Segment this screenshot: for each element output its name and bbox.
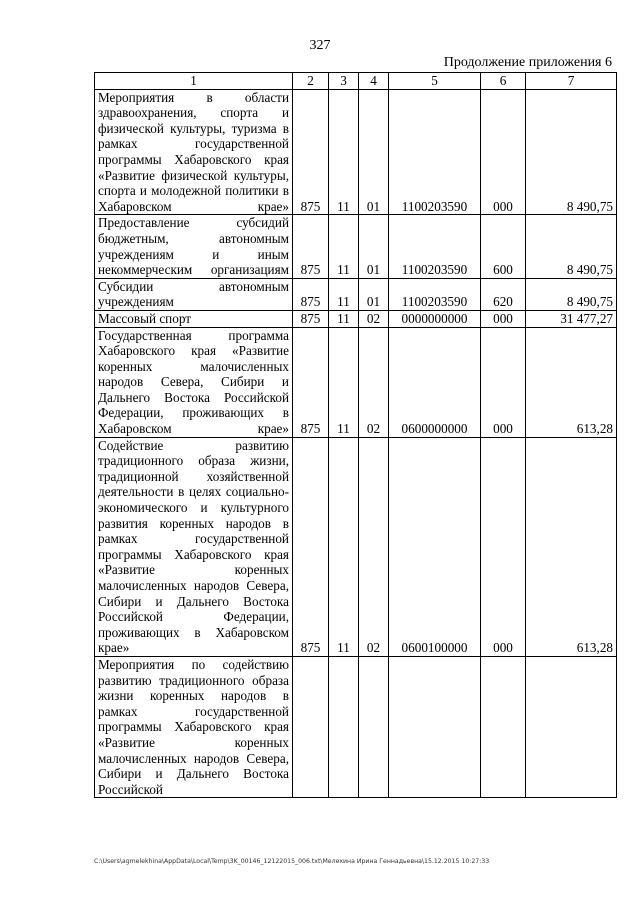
row-rz: 11 — [329, 327, 359, 437]
row-ved — [293, 656, 329, 797]
row-rz: 11 — [329, 310, 359, 327]
row-name: Мероприятия по содействию развитию традиционного образа жизни коренных народов в рамках государственной программы Хабаровского края «Развитие коренных малочисленных народов Севера, Сибири и Дальнего Востока Российской — [95, 656, 293, 797]
row-vr: 000 — [481, 310, 526, 327]
table-row — [95, 310, 617, 327]
row-sum: 8 490,75 — [526, 89, 617, 215]
table-row — [95, 278, 617, 310]
row-ved: 875 — [293, 89, 329, 215]
row-rz: 11 — [329, 278, 359, 310]
table-row — [95, 327, 617, 437]
row-pr: 02 — [359, 310, 389, 327]
header-col-5: 5 — [389, 73, 481, 90]
row-vr: 000 — [481, 327, 526, 437]
header-col-4: 4 — [359, 73, 389, 90]
header-col-1: 1 — [95, 73, 293, 90]
row-rz: 11 — [329, 215, 359, 278]
row-vr: 600 — [481, 215, 526, 278]
row-pr: 01 — [359, 278, 389, 310]
header-col-3: 3 — [329, 73, 359, 90]
header-col-6: 6 — [481, 73, 526, 90]
row-ved: 875 — [293, 310, 329, 327]
row-csr: 1100203590 — [389, 215, 481, 278]
row-name: Субсидии автономным учреждениям — [95, 278, 293, 310]
row-name: Мероприятия в области здравоохранения, спорта и физической культуры, туризма в рамках государственной программы Хабаровского края «Развитие физической культуры, спорта и молодежной политики в Хабаровском крае» — [95, 89, 293, 215]
row-pr — [359, 656, 389, 797]
row-csr: 1100203590 — [389, 278, 481, 310]
row-vr: 620 — [481, 278, 526, 310]
row-ved: 875 — [293, 327, 329, 437]
table-row — [95, 89, 617, 215]
row-csr: 0600000000 — [389, 327, 481, 437]
row-csr: 0600100000 — [389, 437, 481, 656]
row-name: Массовый спорт — [95, 310, 293, 327]
row-pr: 01 — [359, 89, 389, 215]
header-col-2: 2 — [293, 73, 329, 90]
row-csr — [389, 656, 481, 797]
row-sum: 613,28 — [526, 437, 617, 656]
table-row — [95, 437, 617, 656]
footer-file-path: C:\Users\agmelekhina\AppData\Local\Temp\3K_00146_12122015_006.txt\Мелехина Ирина Геннадьевна\15.12.2015 10:27:33 — [94, 858, 490, 865]
row-pr: 01 — [359, 215, 389, 278]
row-rz: 11 — [329, 89, 359, 215]
row-vr: 000 — [481, 437, 526, 656]
row-ved: 875 — [293, 215, 329, 278]
table-row — [95, 656, 617, 797]
row-csr: 0000000000 — [389, 310, 481, 327]
row-sum: 613,28 — [526, 327, 617, 437]
row-sum — [526, 656, 617, 797]
page-number: 327 — [309, 38, 331, 53]
continuation-note: Продолжение приложения 6 — [443, 55, 612, 70]
row-vr — [481, 656, 526, 797]
row-name: Содействие развитию традиционного образа жизни, традиционной хозяйственной деятельности в целях социально-экономического и культурного развития коренных народов в рамках государственной программы Хабаровского края «Развитие коренных малочисленных народов Севера, Сибири и Дальнего Востока Российской Федерации, проживающих в Хабаровском крае» — [95, 437, 293, 656]
row-sum: 8 490,75 — [526, 278, 617, 310]
row-ved: 875 — [293, 437, 329, 656]
table-header-row — [95, 73, 617, 90]
row-sum: 31 477,27 — [526, 310, 617, 327]
row-sum: 8 490,75 — [526, 215, 617, 278]
row-rz — [329, 656, 359, 797]
row-pr: 02 — [359, 327, 389, 437]
row-rz: 11 — [329, 437, 359, 656]
row-pr: 02 — [359, 437, 389, 656]
table-row — [95, 215, 617, 278]
row-ved: 875 — [293, 278, 329, 310]
row-csr: 1100203590 — [389, 89, 481, 215]
row-vr: 000 — [481, 89, 526, 215]
header-col-7: 7 — [526, 73, 617, 90]
row-name: Государственная программа Хабаровского края «Развитие коренных малочисленных народов Севера, Сибири и Дальнего Востока Российской Федерации, проживающих в Хабаровском крае» — [95, 327, 293, 437]
budget-table — [94, 72, 617, 798]
row-name: Предоставление субсидий бюджетным, автономным учреждениям и иным некоммерческим организациям — [95, 215, 293, 278]
